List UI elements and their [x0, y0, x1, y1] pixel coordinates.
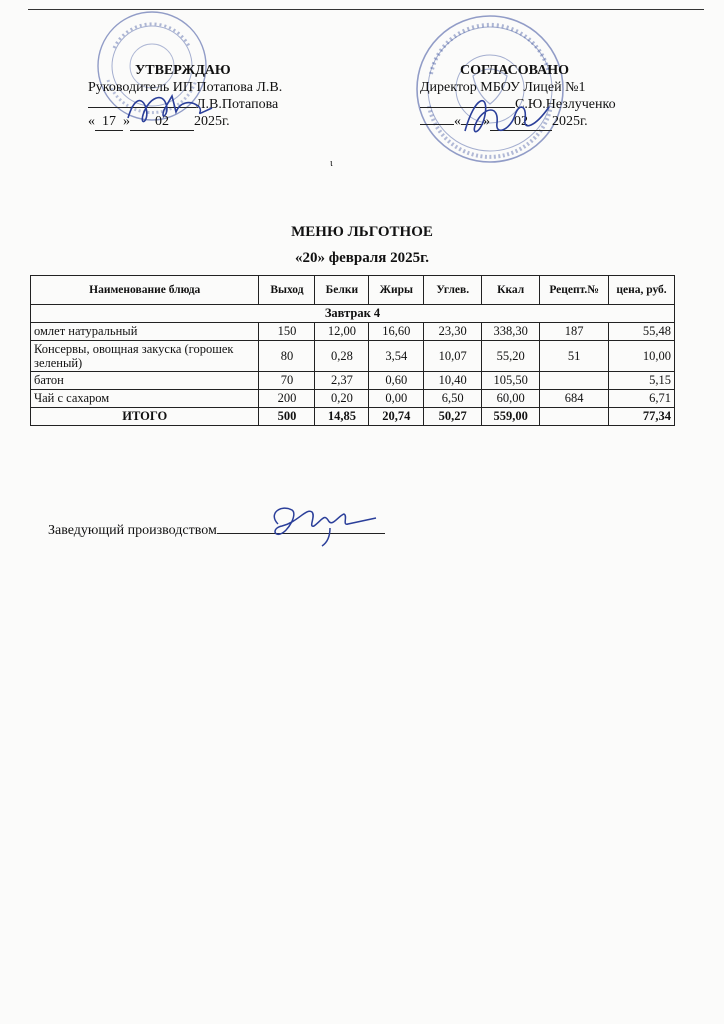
col-header-carbs: Углев. [424, 276, 482, 305]
menu-date: «20» февраля 2025г. [294, 250, 429, 266]
approve-day: 17 [95, 113, 123, 131]
table-row: Чай с сахаром 200 0,20 0,00 6,50 60,00 684 6,71 [31, 390, 675, 408]
agree-date: « » 02 2025г. [420, 113, 660, 131]
section-label: Завтрак 4 [31, 305, 675, 323]
col-header-fat: Жиры [369, 276, 424, 305]
agree-title: СОГЛАСОВАНО [460, 63, 569, 78]
chief-label: Заведующий производством [48, 523, 217, 538]
col-header-price: цена, руб. [609, 276, 675, 305]
approve-date: « 17 » 02 2025г. [88, 114, 230, 129]
table-row: омлет натуральный 150 12,00 16,60 23,30 338,30 187 55,48 [31, 323, 675, 341]
col-header-kcal: Ккал [482, 276, 540, 305]
col-header-output: Выход [259, 276, 315, 305]
section-row [31, 305, 675, 323]
col-header-recipe: Рецепт.№ [540, 276, 609, 305]
table-header-row [31, 276, 675, 305]
col-header-dish: Наименование блюда [31, 276, 259, 305]
top-rule [28, 9, 704, 10]
approve-title: УТВЕРЖДАЮ [135, 63, 231, 78]
agree-year: 2025г. [552, 114, 588, 129]
agree-month: 02 [490, 113, 552, 131]
col-header-protein: Белки [315, 276, 369, 305]
approve-month: 02 [130, 113, 194, 131]
total-row: ИТОГО 500 14,85 20,74 50,27 559,00 77,34 [31, 408, 675, 426]
page-title: МЕНЮ ЛЬГОТНОЕ [291, 224, 433, 240]
approver-name: Л.В.Потапова [196, 97, 279, 112]
table-row: Консервы, овощная закуска (горошек зеленый) 80 0,28 3,54 10,07 55,20 51 10,00 [31, 341, 675, 372]
margin-mark: ι [330, 158, 333, 169]
chief-signature [258, 498, 378, 548]
approve-year: 2025г. [194, 114, 230, 129]
approver-signature [120, 78, 220, 138]
agree-position: Директор МБОУ Лицей №1 [420, 80, 586, 95]
menu-table [30, 275, 675, 426]
agree-name: С.Ю.Незлученко [515, 97, 616, 112]
agree-signature [455, 85, 555, 150]
table-row: батон 70 2,37 0,60 10,40 105,50 5,15 [31, 372, 675, 390]
approver-position: Руководитель ИП Потапова Л.В. [88, 80, 283, 95]
